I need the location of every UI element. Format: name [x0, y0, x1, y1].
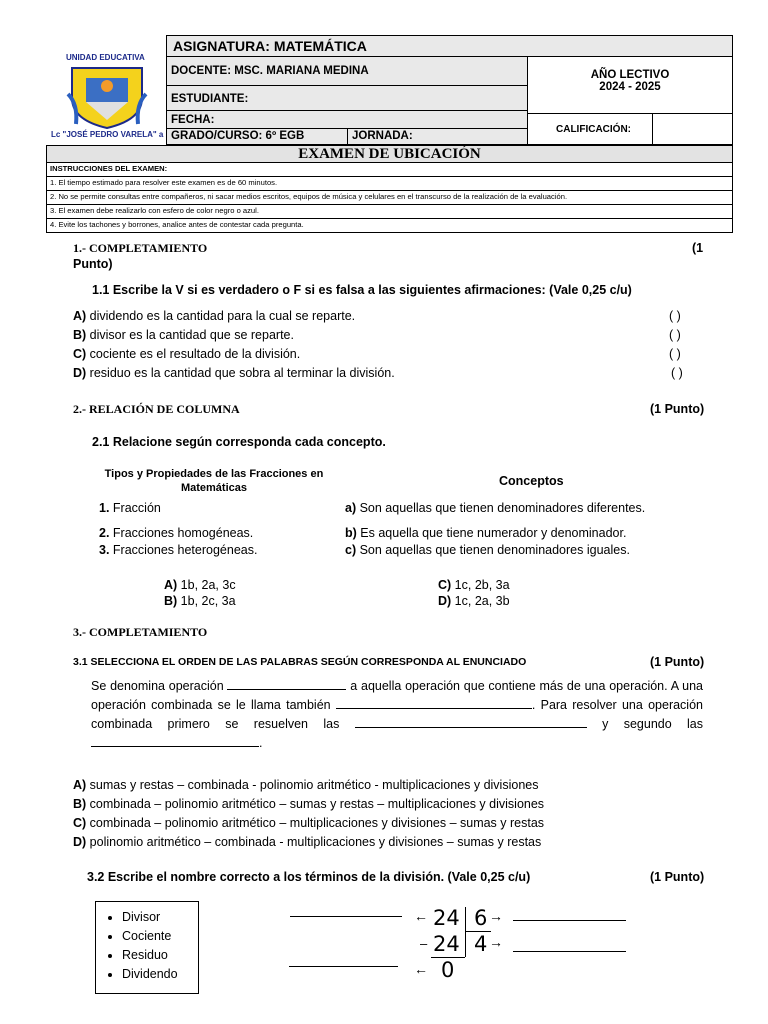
teacher-cell: DOCENTE: MSC. MARIANA MEDINA — [166, 56, 528, 86]
tf-answer-box[interactable]: ( ) — [669, 328, 681, 342]
concept-right: a) Son aquellas que tienen denominadores diferentes. — [345, 501, 646, 515]
arrow-left-icon: ← — [414, 908, 428, 924]
arrow-right-icon: → — [489, 934, 503, 950]
section-3-2-points: (1 Punto) — [650, 870, 705, 884]
tf-answer-box[interactable]: ( ) — [669, 309, 681, 323]
section-3-1-instruction: 3.1 SELECCIONA EL ORDEN DE LAS PALABRAS SEGÚN CORRESPONDA AL ENUNCIADO — [73, 656, 527, 668]
tf-item: A) dividendo es la cantidad para la cual se reparte. — [73, 309, 356, 323]
tf-item: D) residuo es la cantidad que sobra al terminar la división. — [73, 366, 395, 380]
column-2-header: Conceptos — [499, 474, 564, 488]
grade-label-cell: CALIFICACIÓN: — [527, 113, 653, 145]
logo-school-name: Lc "JOSÉ PEDRO VARELA" a — [51, 130, 164, 139]
section-3-2-instruction: 3.2 Escribe el nombre correcto a los términos de la división. (Vale 0,25 c/u) — [87, 870, 531, 884]
term-item: • Divisor — [122, 908, 198, 927]
concept-right: c) Son aquellas que tienen denominadores iguales. — [345, 543, 630, 557]
fill-paragraph: Se denomina operación a aquella operación que contiene más de una operación. A una operación combinada se le llama también . Para resolver una operación combinada primero se resuelven las y segundo las . — [91, 679, 704, 750]
student-cell[interactable]: ESTUDIANTE: — [166, 85, 528, 111]
answer-option[interactable]: A) 1b, 2a, 3c — [164, 578, 236, 592]
terms-box — [95, 901, 199, 994]
section-3-title: 3.- COMPLETAMIENTO — [73, 625, 208, 639]
answer-option[interactable]: A) sumas y restas – combinada - polinomio aritmético - multiplicaciones y divisiones — [73, 778, 539, 792]
term-item: • Dividendo — [122, 965, 198, 984]
column-1-header: Tipos y Propiedades de las Fracciones en Matemáticas — [104, 468, 324, 494]
remainder-number: 0 — [441, 958, 455, 982]
answer-option[interactable]: C) 1c, 2b, 3a — [438, 578, 510, 592]
instruction-item: 4. Evite los tachones y borrones, analice antes de contestar cada pregunta. — [47, 218, 732, 232]
school-logo — [48, 50, 166, 145]
tf-item: B) divisor es la cantidad que se reparte. — [73, 328, 294, 342]
blank-1[interactable] — [227, 677, 346, 690]
divisor-number: 6 — [474, 906, 488, 930]
tf-item: C) cociente es el resultado de la división. — [73, 347, 301, 361]
instruction-item: 3. El examen debe realizarlo con esfero de color negro o azul. — [47, 204, 732, 218]
section-1-points: (1 — [692, 241, 704, 255]
answer-option[interactable]: C) combinada – polinomio aritmético – multiplicaciones y divisiones – sumas y restas — [73, 816, 545, 830]
answer-option[interactable]: D) 1c, 2a, 3b — [438, 594, 510, 608]
quotient-number: 4 — [474, 932, 488, 956]
blank-2[interactable] — [336, 696, 532, 709]
date-cell[interactable]: FECHA: — [166, 110, 528, 129]
dividend-number: 24 — [433, 906, 460, 930]
concept-right: b) Es aquella que tiene numerador y denominador. — [345, 526, 627, 540]
term-item: • Cociente — [122, 927, 198, 946]
grade-score-cell[interactable] — [652, 113, 733, 145]
concept-left: 1. Fracción — [99, 501, 161, 515]
section-2-title: 2.- RELACIÓN DE COLUMNA — [73, 402, 240, 416]
blank-4[interactable] — [91, 734, 259, 747]
subject-cell: ASIGNATURA: MATEMÁTICA — [166, 35, 733, 57]
answer-option[interactable]: B) combinada – polinomio aritmético – sumas y restas – multiplicaciones y divisiones — [73, 797, 545, 811]
arrow-right-icon: → — [489, 908, 503, 924]
answer-line-residue[interactable] — [289, 966, 398, 967]
grade-cell: GRADO/CURSO: 6º EGB — [166, 128, 348, 145]
section-2-points: (1 Punto) — [650, 402, 705, 416]
shield-emblem — [66, 64, 148, 130]
tf-answer-box[interactable]: ( ) — [671, 366, 683, 380]
minus-sign: – — [420, 936, 428, 951]
answer-option[interactable]: D) polinomio aritmético – combinada - multiplicaciones y divisiones – sumas y restas — [73, 835, 542, 849]
concept-left: 3. Fracciones heterogéneas. — [99, 543, 258, 557]
answer-line-quotient[interactable] — [513, 951, 626, 952]
exam-title: EXAMEN DE UBICACIÓN — [46, 145, 733, 163]
division-bar — [465, 907, 466, 957]
concept-left: 2. Fracciones homogéneas. — [99, 526, 254, 540]
header-table — [166, 35, 733, 145]
term-item: • Residuo — [122, 946, 198, 965]
shift-cell[interactable]: JORNADA: — [347, 128, 528, 145]
tf-answer-box[interactable]: ( ) — [669, 347, 681, 361]
answer-line-dividend[interactable] — [290, 916, 402, 917]
section-3-1-points: (1 Punto) — [650, 655, 705, 669]
answer-option[interactable]: B) 1b, 2c, 3a — [164, 594, 236, 608]
logo-top-text: UNIDAD EDUCATIVA — [66, 53, 145, 62]
year-cell — [527, 56, 733, 114]
answer-line-divisor[interactable] — [513, 920, 626, 921]
instruction-item: 2. No se permite consultas entre compañeros, ni sacar medios escritos, equipos de música y celulares en el transcurso de la realización de la evaluación. — [47, 190, 732, 204]
subtract-number: 24 — [433, 932, 460, 956]
instructions-heading: INSTRUCCIONES DEL EXAMEN: — [50, 164, 168, 173]
arrow-left-icon: ← — [414, 961, 428, 977]
year-label: AÑO LECTIVO — [590, 69, 670, 81]
blank-3[interactable] — [355, 715, 587, 728]
section-1-1-instruction: 1.1 Escribe la V si es verdadero o F si es falsa a las siguientes afirmaciones: (Vale 0,25 c/u) — [92, 283, 632, 297]
section-1-points-cont: Punto) — [73, 257, 113, 271]
section-1-title: 1.- COMPLETAMIENTO — [73, 241, 208, 255]
year-value: 2024 - 2025 — [599, 81, 661, 93]
instructions-box — [46, 163, 733, 233]
instruction-item: 1. El tiempo estimado para resolver este examen es de 60 minutos. — [47, 176, 732, 190]
section-2-1-instruction: 2.1 Relacione según corresponda cada concepto. — [92, 435, 386, 449]
